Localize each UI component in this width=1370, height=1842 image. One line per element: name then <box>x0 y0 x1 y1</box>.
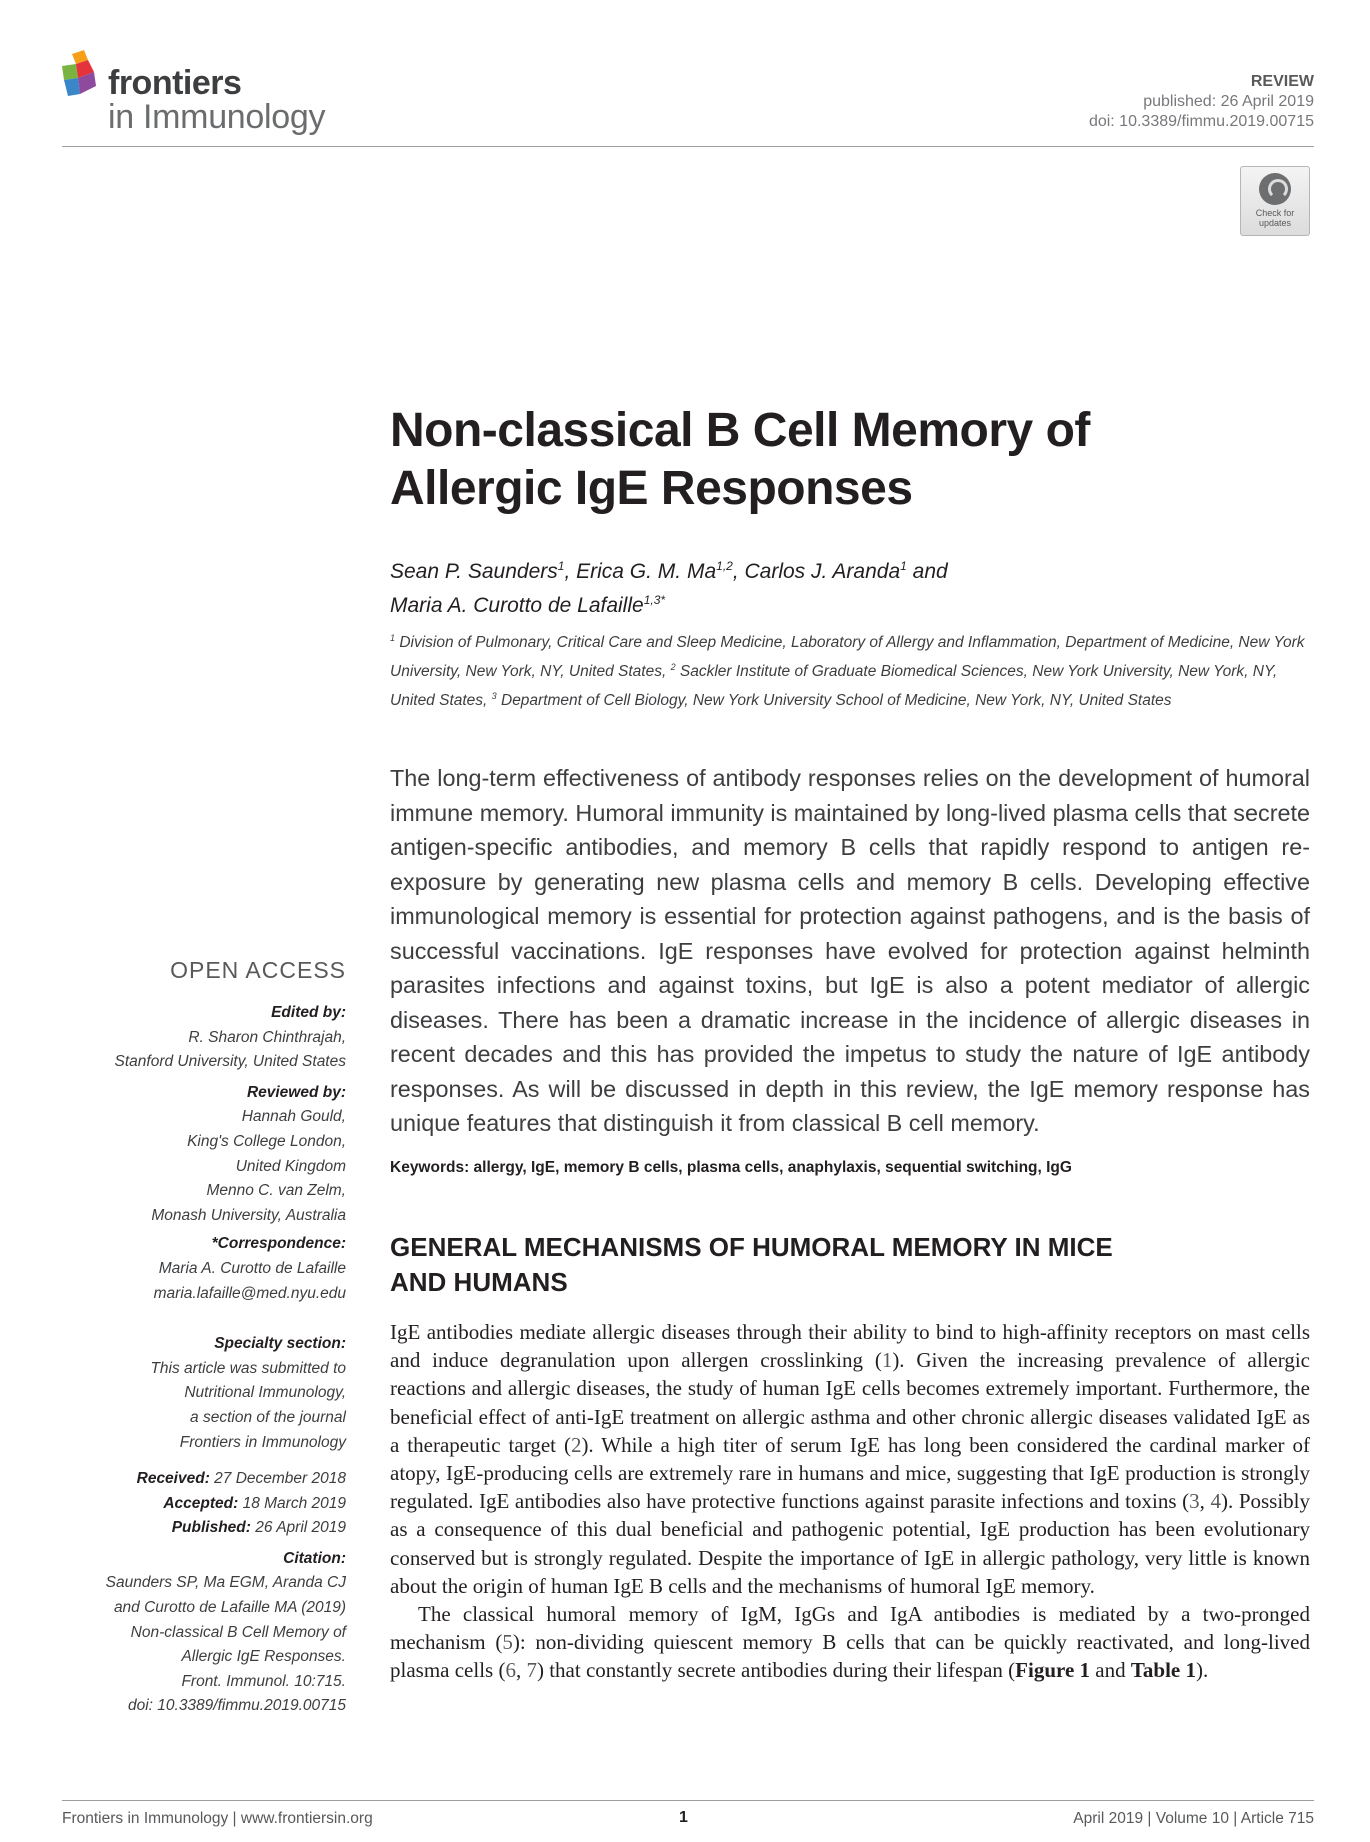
abstract: The long-term effectiveness of antibody responses relies on the development of humoral immune memory. Humoral immunity is maintained by long-lived plasma cells that secrete antigen-specific antibodies, and memory B cells that rapidly respond to antigen re-exposure by generating new plasma cells and memory B cells. Developing effective immunological memory is essential for protection against pathogens, and is the basis of successful vaccinations. IgE responses have evolved for protection against helminth parasites infections and against toxins, but IgE is also a potent mediator of allergic diseases. There has been a dramatic increase in the incidence of allergic diseases in recent decades and this has provided the impetus to study the nature of IgE antibody responses. As will be discussed in depth in this review, the IgE memory response has unique features that distinguish it from classical B cell memory. <box>390 765 1310 1136</box>
article-type: REVIEW <box>1250 73 1314 90</box>
specialty-section-label: Specialty section: <box>214 1335 346 1353</box>
author-affil-sup: 1,3* <box>643 593 666 607</box>
citation-link[interactable]: 2 <box>570 1432 582 1457</box>
frontiers-cube-icon <box>60 50 104 102</box>
citation-link[interactable]: 6 <box>505 1658 516 1683</box>
citation-line: and Curotto de Lafaille MA (2019) <box>113 1599 346 1617</box>
footer-journal[interactable]: Frontiers in Immunology | www.frontiersin.org <box>62 1810 373 1827</box>
check-for-updates-button[interactable] <box>1240 166 1310 236</box>
correspondence-label: *Correspondence: <box>211 1235 346 1253</box>
affiliations: $^1$ Division of Pulmonary, Critical Care and Sleep Medicine, Laboratory of Allergy and Inflammation, Department of Medicine, New York University, New York, NY, United States, $^2$ Sackler Institute of Graduate Biomedical Sciences, New York University, New York, NY, United States, $^3$ Department of Cell Biology, New York University School of Medicine, New York, NY, United States <box>390 633 1305 710</box>
body-text <box>390 1318 1310 1685</box>
specialty-line: Nutritional Immunology, <box>184 1384 346 1402</box>
author-affil-sup: 1 <box>557 559 565 573</box>
accepted-date: Accepted: 18 March 2019 <box>163 1494 346 1512</box>
reviewed-by-label: Reviewed by: <box>246 1083 346 1101</box>
published-date: published: 26 April 2019 <box>1143 93 1314 110</box>
citation-link[interactable]: 4 <box>1210 1489 1221 1514</box>
author-affil-sup: 1 <box>900 559 907 573</box>
citation-line: Saunders SP, Ma EGM, Aranda CJ <box>105 1574 346 1592</box>
specialty-line: a section of the journal <box>190 1408 346 1426</box>
citation-link[interactable]: 7 <box>526 1658 537 1683</box>
edited-by-label: Edited by: <box>271 1004 346 1021</box>
page-number: 1 <box>679 1809 688 1826</box>
logo-word-journal: in Immunology <box>108 98 326 136</box>
article-title: Non-classical B Cell Memory of Allergic IgE Responses <box>390 404 1090 515</box>
citation-doi[interactable]: doi: 10.3389/fimmu.2019.00715 <box>127 1697 346 1715</box>
published-date-sidebar: Published: 26 April 2019 <box>171 1519 346 1537</box>
logo-word-frontiers: frontiers <box>108 64 242 102</box>
specialty-line: This article was submitted to <box>150 1359 346 1377</box>
citation-label: Citation: <box>283 1549 346 1567</box>
correspondence-name: Maria A. Curotto de Lafaille <box>158 1259 346 1277</box>
section-heading: GENERAL MECHANISMS OF HUMORAL MEMORY IN MICE AND HUMANS <box>390 1232 1113 1297</box>
footer-issue: April 2019 | Volume 10 | Article 715 <box>1073 1810 1314 1827</box>
reviewer-line: United Kingdom <box>235 1157 346 1175</box>
header-divider <box>62 146 1314 147</box>
keywords: Keywords: allergy, IgE, memory B cells, plasma cells, anaphylaxis, sequential switching, IgG <box>390 1159 1072 1176</box>
citation-line: Front. Immunol. 10:715. <box>181 1672 346 1690</box>
reviewer-line: Monash University, Australia <box>151 1206 346 1224</box>
author-name[interactable]: Erica G. M. Ma <box>576 560 717 583</box>
correspondence-email[interactable]: maria.lafaille@med.nyu.edu <box>153 1284 346 1302</box>
author-name[interactable]: Maria A. Curotto de Lafaille <box>390 594 644 617</box>
author-name[interactable]: Carlos J. Aranda <box>744 560 901 583</box>
author-list: Sean P. Saunders$^1$, Erica G. M. Ma$^{1,2}$, Carlos J. Aranda$^1$ and Maria A. Curotto de Lafaille$^{1,3*}$ <box>390 559 948 617</box>
open-access-label: OPEN ACCESS <box>170 957 346 983</box>
received-date: Received: 27 December 2018 <box>136 1470 346 1488</box>
figure-link[interactable]: Figure 1 <box>1015 1658 1091 1683</box>
citation-line: Allergic IgE Responses. <box>181 1648 346 1666</box>
table-link[interactable]: Table 1 <box>1130 1658 1197 1683</box>
article-doi[interactable]: doi: 10.3389/fimmu.2019.00715 <box>1088 113 1314 130</box>
editor-line: Stanford University, United States <box>114 1053 346 1071</box>
paragraph: IgE antibodies mediate allergic diseases through their ability to bind to high-affinity receptors on mast cells and induce degranulation upon allergen crosslinking (1). Given the increasing prevalence of allergic reactions and allergic diseases, the study of human IgE cells becomes extremely important. Furthermore, the beneficial effect of anti-IgE treatment on allergic asthma and other chronic allergic diseases validated IgE as a therapeutic target (2). While a high titer of serum IgE has long been considered the cardinal marker of atopy, IgE-producing cells are extremely rare in humans and mice, suggesting that IgE production is strongly regulated. IgE antibodies also have protective functions against parasite infections and toxins (3, 4). Possibly as a consequence of this dual beneficial and pathogenic potential, IgE production has been evolutionary conserved but is strongly regulated. Despite the importance of IgE in allergic pathology, very little is known about the origin of human IgE B cells and the mechanisms of humoral IgE memory. <box>390 1320 1311 1598</box>
reviewer-line: Menno C. van Zelm, <box>206 1182 346 1200</box>
check-for-updates-label: Check for updates <box>1255 208 1295 228</box>
citation-link[interactable]: 5 <box>502 1630 513 1655</box>
author-affil-sup: 1,2 <box>716 559 733 573</box>
article-sidebar <box>60 955 346 1719</box>
paragraph: The classical humoral memory of IgM, IgGs and IgA antibodies is mediated by a two-pronged mechanism (5): non-dividing quiescent memory B cells that can be quickly reactivated, and long-lived plasma cells (6, 7) that constantly secrete antibodies during their lifespan (Figure 1 and Table 1). <box>390 1602 1311 1683</box>
journal-logo <box>60 50 360 140</box>
citation-link[interactable]: 3 <box>1189 1489 1200 1514</box>
citation-link[interactable]: 1 <box>881 1348 893 1373</box>
crossmark-icon <box>1259 173 1291 205</box>
reviewer-line: Hannah Gould, <box>241 1108 346 1126</box>
reviewer-line: King's College London, <box>187 1132 346 1150</box>
specialty-line: Frontiers in Immunology <box>179 1433 346 1451</box>
article-meta <box>1089 72 1314 132</box>
author-name[interactable]: Sean P. Saunders <box>390 560 558 583</box>
editor-line: R. Sharon Chinthrajah, <box>188 1028 346 1046</box>
footer-divider <box>62 1800 1314 1801</box>
citation-line: Non-classical B Cell Memory of <box>130 1623 346 1641</box>
